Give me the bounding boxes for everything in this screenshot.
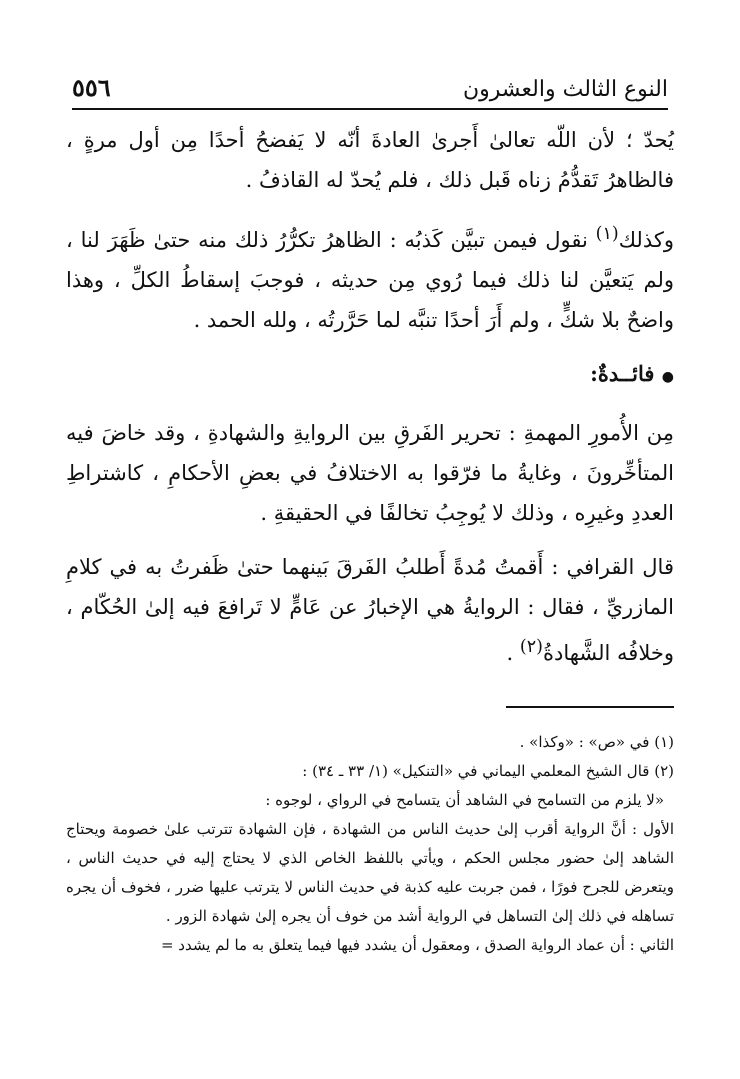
paragraph-text: قال القرافي : أَقمتُ مُدةً أَطلبُ الفَرقَ بَينهما حتىٰ ظَفرتُ به في كلامِ المازريِّ ، فقال : الروايةُ هي الإخبارُ عن عَامٍّ لا تَرافعَ فيه إلىٰ الحُكّام ، وخلافُه الشَّهادةُ (66, 555, 674, 665)
paragraph-end: . (506, 641, 520, 665)
paragraph-text: نقول فيمن تبيَّن كَذبُه : الظاهرُ تكرُّرُ ذلك منه حتىٰ ظَهَرَ لنا ، ولم يَتعيَّن لنا ذلك فيما رُوي مِن حديثه ، فوجبَ إسقاطُ الكلِّ ، وهذا واضحٌ بلا شكٍّ ، ولم أَرَ أحدًا تنبَّه لما حَرَّرتُه ، ولله الحمد . (66, 228, 674, 332)
chapter-title: النوع الثالث والعشرون (463, 77, 668, 102)
paragraph (66, 547, 674, 673)
footnote-1: (١) في «ص» : «وكذا» . (519, 733, 674, 751)
footnote-2-title: (٢) قال الشيخ المعلمي اليماني في «التنكيل» (١/ ٣٣ ـ ٣٤) : (302, 762, 674, 780)
page-header (72, 62, 668, 110)
footnote-2-point-1: الأول : أنَّ الرواية أقرب إلىٰ حديث الناس من الشهادة ، فإن الشهادة تترتب علىٰ خصومة ويحتاج الشاهد إلىٰ حضور مجلس الحكم ، ويأتي باللفظ الخاص الذي لا يحتاج إليه في حديث الناس ، ويتعرض للجرح فورًا ، فمن جربت عليه كذبة في حديث الناس لا يترتب عليها ضرر ، فخوف أن يجره تساهله في ذلك إلىٰ التساهل في الرواية أشد من خوف أن يجره إلىٰ شهادة الزور . (66, 820, 674, 925)
main-text (66, 120, 674, 687)
paragraph (66, 214, 674, 340)
heading-text: فائــدةٌ: (590, 361, 655, 386)
footnote-2-point-2: الثاني : أن عماد الرواية الصدق ، ومعقول أن يشدد فيها فيما يتعلق به ما لم يشدد = (160, 936, 674, 954)
footnote-ref: (٢) (519, 637, 543, 657)
bullet-icon: ● (661, 369, 674, 385)
footnote-2-quote: «لا يلزم من التسامح في الشاهد أن يتسامح في الرواي ، لوجوه : (265, 791, 664, 809)
footnote-separator (506, 706, 674, 708)
paragraph: مِن الأُمورِ المهمةِ : تحرير الفَرقِ بين الروايةِ والشهادةِ ، وقد خاضَ فيه المتأخِّرونَ ، وغايةُ ما فرّقوا به الاختلافُ في بعضِ الأحكامِ ، كاشتراطِ العددِ وغيرِه ، وذلك لا يُوجِبُ تخالفًا في الحقيقةِ . (66, 421, 674, 525)
page-number: ٥٥٦ (72, 73, 111, 102)
paragraph-lead: وكذلك (618, 228, 674, 252)
footnote-ref: (١) (595, 224, 619, 244)
footnotes (66, 728, 674, 960)
section-heading (66, 354, 674, 397)
paragraph: يُحدّ ؛ لأن اللّه تعالىٰ أَجرىٰ العادةَ أنّه لا يَفضحُ أحدًا مِن أول مرةٍ ، فالظاهرُ تَقدُّمُ زناه قَبل ذلك ، فلم يُحدّ له القاذفُ . (66, 128, 674, 192)
